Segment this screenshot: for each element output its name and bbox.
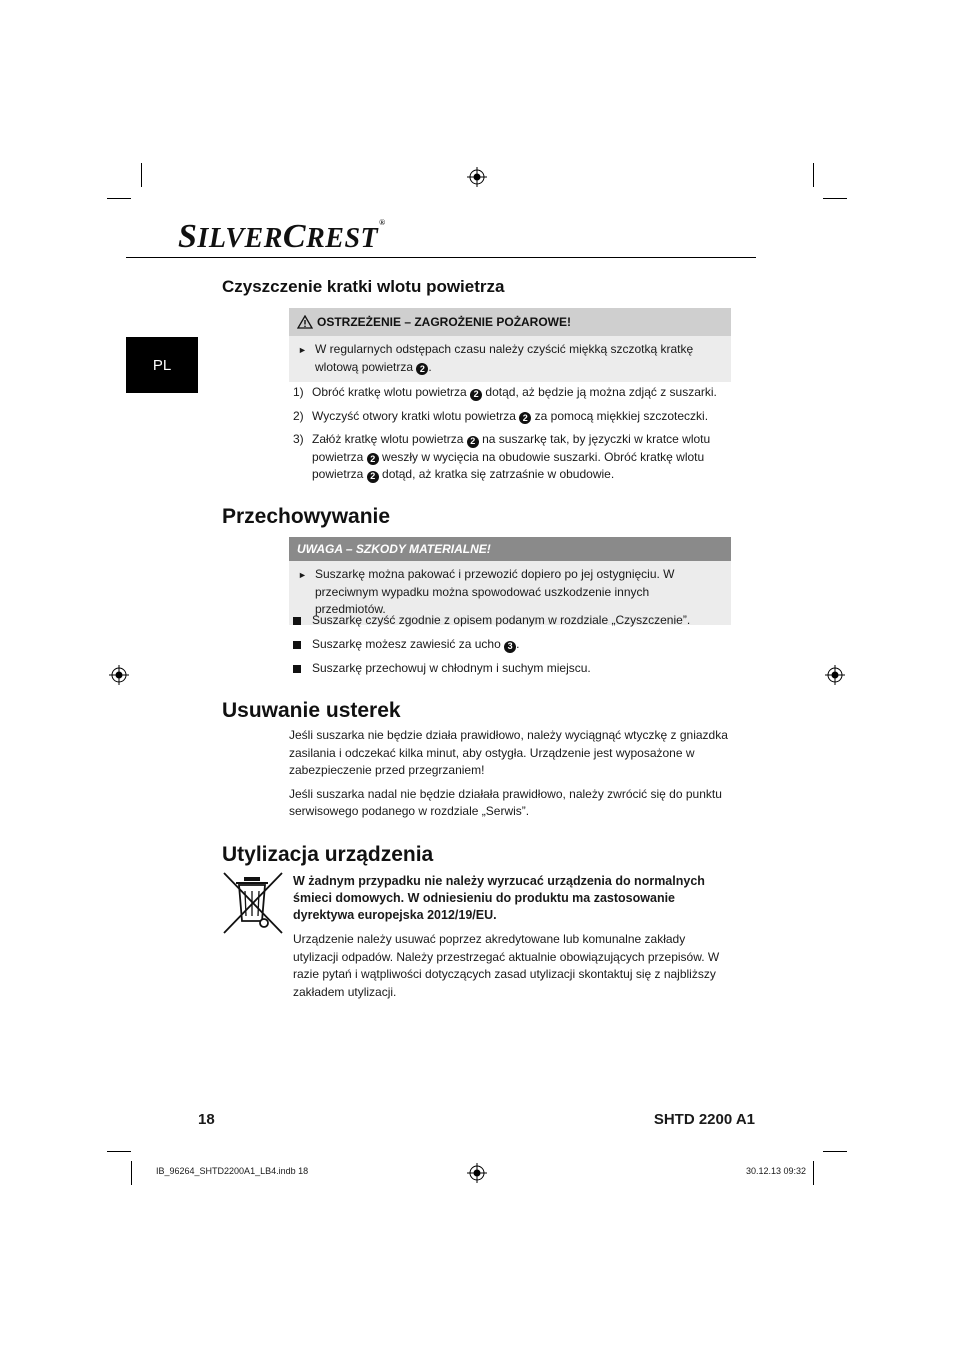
bullet-text: Suszarkę czyść zgodnie z opisem podanym w rozdziale „Czyszczenie”. <box>312 613 691 627</box>
step-text: Wyczyść otwory kratki wlotu powietrza <box>312 408 516 423</box>
arrow-bullet-icon: ► <box>298 570 307 580</box>
list-item <box>293 660 733 678</box>
part-ref-badge: 2 <box>367 453 379 465</box>
part-ref-badge: 2 <box>519 412 531 424</box>
crop-mark <box>813 163 814 187</box>
square-bullet-icon <box>293 641 301 649</box>
warning-header <box>289 308 731 336</box>
paragraph: Jeśli suszarka nadal nie będzie działała prawidłowo, należy zwrócić się do punktu serwisowego podanego w rozdziale „Serwis”. <box>289 786 722 818</box>
list-item <box>293 384 733 402</box>
section-title-air-inlet: Czyszczenie kratki wlotu powietrza <box>222 277 505 296</box>
arrow-bullet-icon: ► <box>298 345 307 355</box>
caution-text: Suszarkę można pakować i przewozić dopiero po jej ostygnięciu. W przeciwnym wypadku można spowodować uszkodzenie innych przedmiotów. <box>315 567 675 616</box>
crop-mark <box>141 163 142 187</box>
troubleshooting-text <box>289 727 731 827</box>
caution-header <box>289 537 731 561</box>
page-number: 18 <box>198 1111 215 1128</box>
section-title-storage: Przechowywanie <box>222 505 391 528</box>
step-number: 1) <box>293 385 304 399</box>
disposal-bold-text: W żadnym przypadku nie należy wyrzucać urządzenia do normalnych śmieci domowych. W odniesieniu do produktu ma zastosowanie dyrektywa europejska 2012/19/EU. <box>293 874 705 922</box>
storage-bullets <box>293 612 733 684</box>
warning-text: W regularnych odstępach czasu należy czyścić miękką szczotką kratkę wlotową powietrza <box>315 342 694 374</box>
step-text: na suszarkę tak, by języczki w kratce wlotu powietrza <box>312 432 711 464</box>
square-bullet-icon <box>293 665 301 673</box>
cleaning-steps <box>293 384 733 490</box>
fire-warning-box <box>289 308 731 382</box>
step-text: Obróć kratkę wlotu powietrza <box>312 385 467 399</box>
part-ref-badge: 2 <box>470 389 482 401</box>
list-item <box>293 431 733 484</box>
bullet-text-end: . <box>516 637 520 651</box>
warning-triangle-icon <box>297 315 313 329</box>
step-text: dotąd, aż będzie ją można zdjąć z suszarki. <box>485 385 717 399</box>
crop-mark <box>813 1161 814 1185</box>
paragraph: Jeśli suszarka nie będzie działa prawidłowo, należy wyciągnąć wtyczkę z gniazdka zasilania i odczekać kilka minut, aby ostygła. Urządzenie jest wyposażone w zabezpieczenie przed przegrzaniem! <box>289 728 728 777</box>
step-text: weszły w wycięcia na obudowie suszarki. Obróć kratkę wlotu powietrza <box>312 449 705 481</box>
brand-logo: SILVERCREST® <box>178 218 386 255</box>
list-item <box>293 636 733 654</box>
square-bullet-icon <box>293 617 301 625</box>
crop-mark <box>107 198 131 199</box>
bullet-text: Suszarkę możesz zawiesić za ucho <box>312 637 501 651</box>
warning-body <box>289 336 731 382</box>
step-number: 2) <box>293 408 304 423</box>
part-ref-badge: 2 <box>367 471 379 483</box>
section-title-disposal: Utylizacja urządzenia <box>222 843 434 866</box>
crop-mark <box>823 198 847 199</box>
crop-mark <box>107 1151 131 1152</box>
step-number: 3) <box>293 432 304 446</box>
caution-heading: UWAGA – SZKODY MATERIALNE! <box>297 542 491 556</box>
crop-mark <box>131 1161 132 1185</box>
list-item <box>293 612 733 630</box>
registration-mark-icon <box>825 665 845 685</box>
warning-text-end: . <box>428 359 432 374</box>
step-text: Załóż kratkę wlotu powietrza <box>312 432 464 446</box>
part-ref-badge: 2 <box>467 436 479 448</box>
step-text: za pomocą miękkiej szczoteczki. <box>534 408 709 423</box>
step-text: dotąd, aż kratka się zatrzaśnie w obudowie. <box>382 467 615 481</box>
registration-mark-icon <box>467 1163 487 1183</box>
model-number: SHTD 2200 A1 <box>653 1111 755 1128</box>
registration-mark-icon <box>467 167 487 187</box>
header-divider <box>126 257 756 258</box>
part-ref-badge: 2 <box>416 363 428 375</box>
bullet-text: Suszarkę przechowuj w chłodnym i suchym miejscu. <box>312 661 591 675</box>
part-ref-badge: 3 <box>504 641 516 653</box>
print-date-info: 30.12.13 09:32 <box>745 1166 806 1176</box>
warning-heading: OSTRZEŻENIE – ZAGROŻENIE POŻAROWE! <box>317 315 572 329</box>
language-tab: PL <box>126 337 198 393</box>
registration-mark-icon <box>109 665 129 685</box>
section-title-troubleshooting: Usuwanie usterek <box>222 699 401 722</box>
crossed-out-wheelie-bin-icon <box>222 871 284 935</box>
print-file-info: IB_96264_SHTD2200A1_LB4.indb 18 <box>156 1166 309 1176</box>
list-item <box>293 408 733 426</box>
disposal-text: Urządzenie należy usuwać poprzez akredytowane lub komunalne zakłady utylizacji odpadów. Należy przestrzegać aktualnie obowiązujących przepisów. W razie pytań i wątpliwości dotyczących zasad utylizacji skontaktuj się z najbliższy zakładem utylizacji. <box>293 932 720 999</box>
crop-mark <box>823 1151 847 1152</box>
